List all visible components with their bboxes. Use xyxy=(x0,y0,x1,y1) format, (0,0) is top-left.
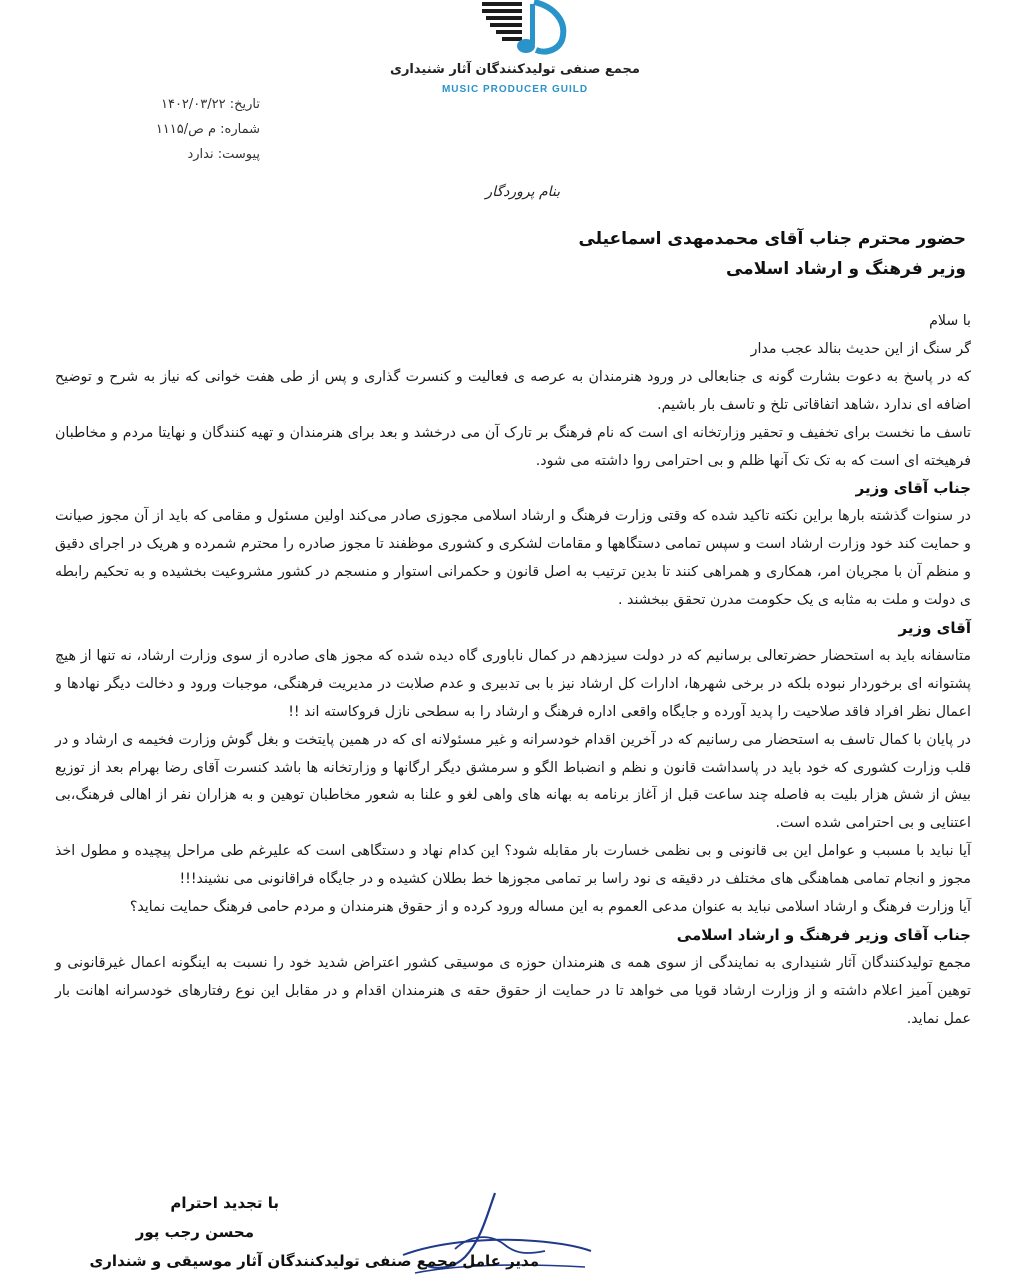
heading-minister-2: آقای وزیر xyxy=(898,618,971,637)
bismillah: بنام پروردگار xyxy=(485,184,560,200)
verse: گر سنگ از این حدیث بنالد عجب مدار xyxy=(750,340,971,357)
music-note-logo-icon xyxy=(472,0,572,56)
signer-title: مدیر عامل مجمع صنفی تولیدکنندگان آثار موسیقی و شنداری xyxy=(89,1252,539,1270)
paragraph-2: تاسف ما نخست برای تخفیف و تحقیر وزارتخانه ای است که نام فرهنگ بر تارک آن می درخشد و بعد برای هنرمندان و تهیه کنندگان و نهایتا مردم و مخاطبان فرهیخته ای است که به تک تک آنها ظلم و بی احترامی روا داشته می شود. xyxy=(55,424,971,469)
letter-date: تاریخ: ۱۴۰۲/۰۳/۲۲ xyxy=(160,97,260,112)
paragraph-4: متاسفانه باید به استحضار حضرتعالی برسانیم که در دولت سیزدهم در کمال ناباوری گاه دیده شده که مجوز های صادره از سوی وزارت ارشاد، نه تنها از هیچ پشتوانه ای برخوردار نبوده بلکه در برخی شهرها، ادارات کل ارشاد نیز با بی تدبیری و عدم صلابت در مدیریت فرهنگی، موجبات ورود و دخالت دیگر نهادها و اعمال نظر افراد فاقد صلاحیت را پدید آورده و جایگاه واقعی اداره فرهنگ و ارشاد را به سطحی نازل فروکاسته اند !! xyxy=(55,647,971,720)
greeting: با سلام xyxy=(929,313,971,329)
letter-attachment: پیوست: ندارد xyxy=(187,147,260,162)
paragraph-8: مجمع تولیدکنندگان آثار شنیداری به نمایندگی از سوی همه ی هنرمندان حوزه ی موسیقی کشور اعتراض شدید خود را نسبت به اینگونه اعمال غیرقانونی و توهین آمیز اعلام داشته و از وزارت ارشاد قویا می خواهد تا در حمایت از حقوق حقه ی هنرمندان اقدام و در مقابل این نوع رفتارهای خودسرانه اهانت بار عمل نماید. xyxy=(55,954,971,1027)
paragraph-1: که در پاسخ به دعوت بشارت گونه ی جنابعالی در ورود هنرمندان به عرصه ی فعالیت و کنسرت گذاری و پس از طی هفت خوانی که نیاز به شرح و توضیح اضافه ای ندارد ،شاهد اتفاقاتی تلخ و تاسف بار باشیم. xyxy=(55,368,971,413)
org-name-en: MUSIC PRODUCER GUILD xyxy=(441,84,589,95)
paragraph-5: در پایان با کمال تاسف به استحضار می رسانیم که در آخرین اقدام خودسرانه و غیر مسئولانه ای که در همین پایتخت و بغل گوش وزارت فخیمه ی ارشاد و در قلب وزارت کشوری که خود باید در پاسداشت قانون و نظم و انضباط الگو و سرمشق دیگر ارگانها و وزارتخانه ها باشد کنسرت آقای رضا بهرام بعد از توزیع بیش از شش هزار بلیت به فاصله چند ساعت قبل از آغاز برنامه به بهانه های واهی لغو و علنا به شعور مخاطبان توهین و به هزاران نفر از اهالی فرهنگ،بی اعتنایی و بی احترامی شده است. xyxy=(55,731,971,832)
signer-name: محسن رجب پور xyxy=(135,1223,254,1241)
paragraph-7: آیا وزارت فرهنگ و ارشاد اسلامی نباید به عنوان مدعی العموم به این مساله ورود کرده و از حقوق هنرمندان و مردم حامی فرهنگ حمایت نماید؟ xyxy=(129,899,971,916)
addressee-line2: وزیر فرهنگ و ارشاد اسلامی xyxy=(725,259,966,279)
closing: با تجدید احترام xyxy=(170,1194,279,1212)
heading-minister-3: جناب آقای وزیر فرهنگ و ارشاد اسلامی xyxy=(676,925,971,944)
paragraph-3: در سنوات گذشته بارها براین نکته تاکید شده که وقتی وزارت فرهنگ و ارشاد اسلامی مجوزی صادر می‌کند اولین مسئول و مقامی که باید از آن مجوز صیانت و حمایت کند خود وزارت ارشاد است و سپس تمامی دستگاهها و مقامات لشکری و کشوری موظفند تا مجوز صادره را محترم شمرده و هریک در اجرای دقیق و منظم آن با مجریان امر، همکاری و همراهی کنند تا بدین ترتیب به اصل قانون و حکمرانی استوار و منسجم در کشور مشروعیت بخشیده و به تحکیم رابطه ی دولت و ملت به مثابه ی یک حکومت مدرن تحقق ببخشند . xyxy=(55,508,971,609)
org-name-fa: مجمع صنفی تولیدکنندگان آثار شنیداری xyxy=(390,62,640,77)
letter-number: شماره: م ص/۱۱۱۵ xyxy=(155,122,260,137)
guild-logo xyxy=(472,0,572,56)
addressee-line1: حضور محترم جناب آقای محمدمهدی اسماعیلی xyxy=(578,229,966,249)
heading-minister-1: جناب آقای وزیر xyxy=(855,479,971,498)
letter-body xyxy=(55,308,971,1034)
paragraph-6: آیا نباید با مسبب و عوامل این بی قانونی و بی نظمی خسارت بار مقابله شود؟ این کدام نهاد و دستگاهی است که علیرغم طی مراحل پیچیده و مطول اخذ مجوز و انجام تمامی هماهنگی های مختلف در دقیقه ی نود راسا بر تمامی مجوزها خط بطلان کشیده و در جایگاه فراقانونی می نشیند!!! xyxy=(55,843,971,888)
